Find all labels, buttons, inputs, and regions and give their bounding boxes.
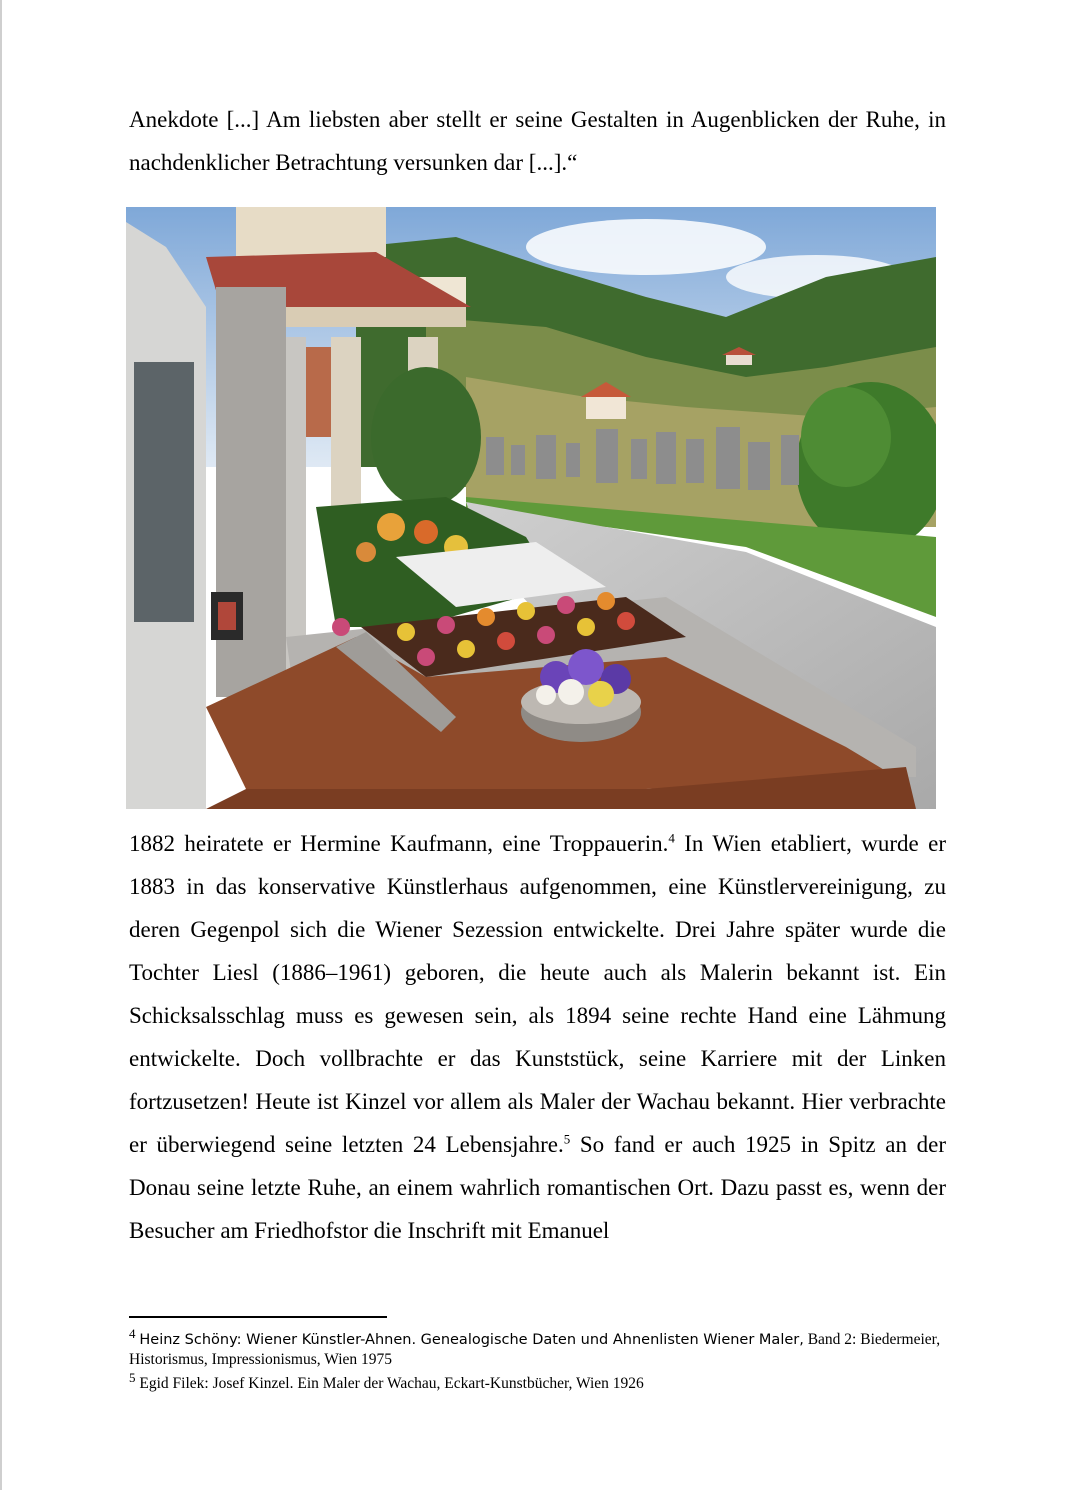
main-text-part1: 1882 heiratete er Hermine Kaufmann, eine Troppauerin. xyxy=(129,831,669,856)
page-edge xyxy=(0,0,2,1490)
footnote-number-5: 5 xyxy=(129,1369,136,1385)
footnote-separator xyxy=(129,1316,387,1318)
paragraph-top: Anekdote [...] Am liebsten aber stellt er seine Gestalten in Augenblicken der Ruhe, in nachdenklicher Betrachtung versunken dar [...].“ xyxy=(129,107,946,175)
cemetery-photo xyxy=(126,207,936,809)
footnote-ref-4[interactable]: 4 xyxy=(668,830,675,846)
footnote-number-4: 4 xyxy=(129,1325,136,1341)
footnote-4 xyxy=(129,1325,949,1369)
footnote-5-text: Egid Filek: Josef Kinzel. Ein Maler der Wachau, Eckart-Kunstbücher, Wien 1926 xyxy=(139,1375,644,1392)
footnote-5 xyxy=(129,1369,949,1393)
main-text-part3: So fand er auch 1925 in Spitz an der Donau seine letzte Ruhe, an einem wahrlich romantischen Ort. Dazu passt es, wenn der Besucher am Friedhofstor die Inschrift mit Emanuel xyxy=(129,1132,946,1243)
paragraph-main xyxy=(129,822,946,1252)
footnote-4-serif-text: Band 2: Biedermeier, Historismus, Impressionismus, Wien 1975 xyxy=(129,1331,941,1368)
footnote-4-sans-text: Heinz Schöny: Wiener Künstler-Ahnen. Genealogische Daten und Ahnenlisten Wiener Maler, xyxy=(139,1332,804,1348)
main-text-part2: In Wien etabliert, wurde er 1883 in das konservative Künstlerhaus aufgenommen, eine Künstlervereinigung, zu deren Gegenpol sich die Wiener Sezession entwickelte. Drei Jahre später wurde die Tochter Liesl (1886–1961) geboren, die heute auch als Malerin bekannt ist. Ein Schicksalsschlag muss es gewesen sein, als 1894 seine rechte Hand eine Lähmung entwickelte. Doch vollbrachte er das Kunststück, seine Karriere mit der Linken fortzusetzen! Heute ist Kinzel vor allem als Maler der Wachau bekannt. Hier verbrachte er überwiegend seine letzten 24 Lebensjahre. xyxy=(129,831,946,1157)
footnote-ref-5[interactable]: 5 xyxy=(563,1131,571,1147)
